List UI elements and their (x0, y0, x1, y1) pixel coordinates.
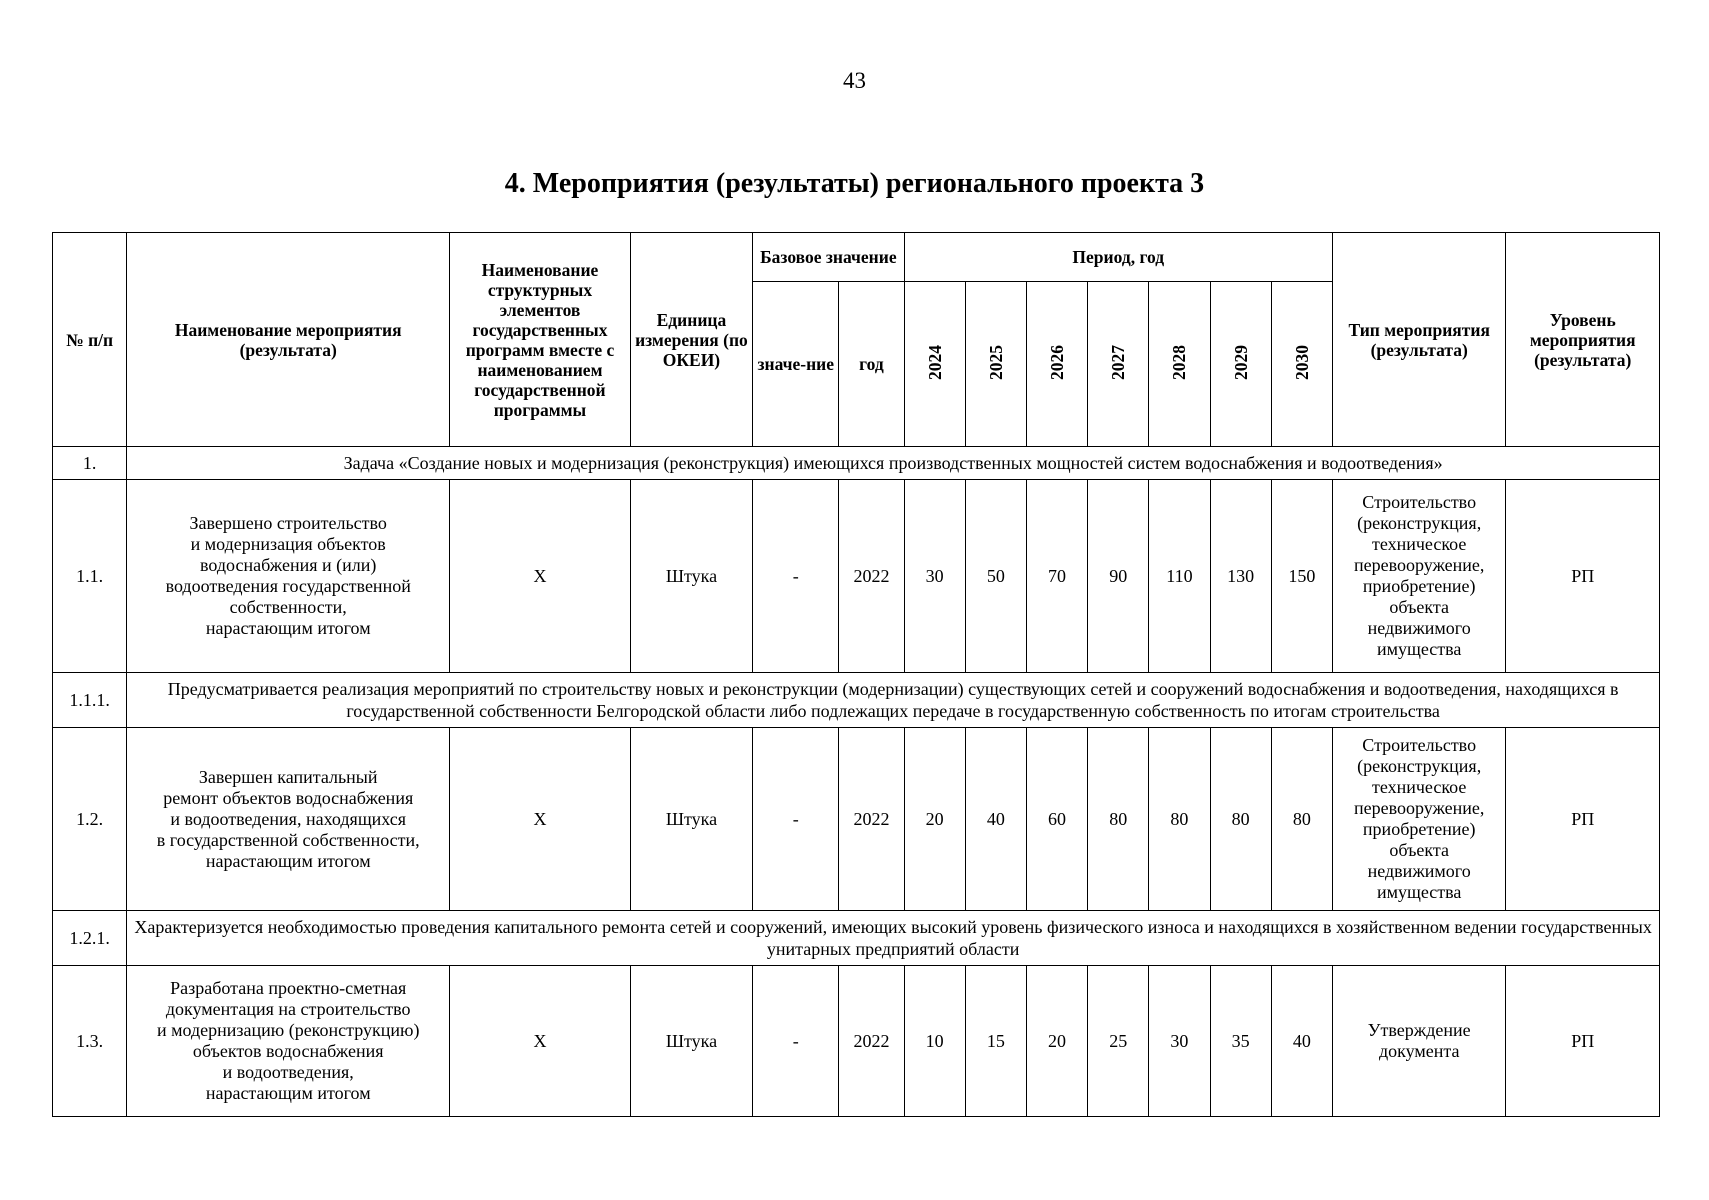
row-year-value: 20 (1026, 966, 1087, 1117)
header-year: 2026 (1026, 282, 1087, 447)
row-base-year: 2022 (839, 966, 904, 1117)
row-year-value: 40 (1271, 966, 1332, 1117)
header-base: Базовое значение (753, 233, 904, 282)
row-name: Завершено строительство и модернизация объектов водоснабжения и (или) водоотведения государственной собственности, нарастающим итогом (127, 480, 450, 673)
row-name: Завершен капитальный ремонт объектов водоснабжения и водоотведения, находящихся в государственной собственности, нарастающим итогом (127, 728, 450, 911)
row-num: 1.3. (53, 966, 127, 1117)
header-struct: Наименование структурных элементов государственных программ вместе с наименованием государственной программы (450, 233, 631, 447)
row-year-value: 80 (1210, 728, 1271, 911)
row-year-value: 30 (904, 480, 965, 673)
row-year-value: 20 (904, 728, 965, 911)
table-header (53, 233, 1660, 447)
header-base-year: год (839, 282, 904, 447)
header-period: Период, год (904, 233, 1332, 282)
row-year-value: 80 (1271, 728, 1332, 911)
note-num: 1.1.1. (53, 673, 127, 728)
row-year-value: 90 (1088, 480, 1149, 673)
row-unit: Штука (630, 480, 752, 673)
row-level: РП (1506, 966, 1660, 1117)
row-level: РП (1506, 480, 1660, 673)
row-unit: Штука (630, 966, 752, 1117)
task-row (53, 447, 1660, 480)
note-text: Предусматривается реализация мероприятий по строительству новых и реконструкции (модернизации) существующих сетей и сооружений водоснабжения и водоотведения, находящихся в государственной собственности Белгородской области либо подлежащих передаче в государственную собственность по итогам строительства (127, 673, 1660, 728)
note-row (53, 673, 1660, 728)
row-year-value: 60 (1026, 728, 1087, 911)
page-number: 43 (843, 68, 866, 93)
row-type: Строительство (реконструкция, техническое перевооружение, приобретение) объекта недвижимого имущества (1332, 728, 1506, 911)
row-base-value: - (753, 966, 839, 1117)
row-unit: Штука (630, 728, 752, 911)
row-year-value: 150 (1271, 480, 1332, 673)
row-base-year: 2022 (839, 728, 904, 911)
row-year-value: 50 (965, 480, 1026, 673)
row-type: Утверждение документа (1332, 966, 1506, 1117)
header-name: Наименование мероприятия (результата) (127, 233, 450, 447)
header-year: 2024 (904, 282, 965, 447)
row-base-value: - (753, 728, 839, 911)
row-year-value: 25 (1088, 966, 1149, 1117)
row-year-value: 80 (1149, 728, 1210, 911)
header-year: 2027 (1088, 282, 1149, 447)
note-num: 1.2.1. (53, 911, 127, 966)
page-title: 4. Мероприятия (результаты) регионального проекта 3 (504, 168, 1205, 199)
note-text: Характеризуется необходимостью проведения капитального ремонта сетей и сооружений, имеющих высокий уровень физического износа и находящихся в хозяйственном ведении государственных унитарных предприятий области (127, 911, 1660, 966)
results-table (52, 232, 1660, 1117)
row-year-value: 15 (965, 966, 1026, 1117)
note-row (53, 911, 1660, 966)
row-year-value: 130 (1210, 480, 1271, 673)
row-year-value: 30 (1149, 966, 1210, 1117)
table-row (53, 728, 1660, 911)
header-year: 2029 (1210, 282, 1271, 447)
row-level: РП (1506, 728, 1660, 911)
table-row (53, 480, 1660, 673)
row-num: 1.1. (53, 480, 127, 673)
table-row (53, 966, 1660, 1117)
row-name: Разработана проектно-сметная документация на строительство и модернизацию (реконструкцию) объектов водоснабжения и водоотведения, нарастающим итогом (127, 966, 450, 1117)
row-base-year: 2022 (839, 480, 904, 673)
row-year-value: 110 (1149, 480, 1210, 673)
row-year-value: 70 (1026, 480, 1087, 673)
task-text: Задача «Создание новых и модернизация (реконструкция) имеющихся производственных мощностей систем водоснабжения и водоотведения» (127, 447, 1660, 480)
header-year: 2025 (965, 282, 1026, 447)
row-struct: Х (450, 728, 631, 911)
row-type: Строительство (реконструкция, техническое перевооружение, приобретение) объекта недвижимого имущества (1332, 480, 1506, 673)
row-year-value: 35 (1210, 966, 1271, 1117)
header-type: Тип мероприятия (результата) (1332, 233, 1506, 447)
row-num: 1.2. (53, 728, 127, 911)
header-year: 2030 (1271, 282, 1332, 447)
row-year-value: 80 (1088, 728, 1149, 911)
row-year-value: 10 (904, 966, 965, 1117)
header-year: 2028 (1149, 282, 1210, 447)
header-base-value: значе-ние (753, 282, 839, 447)
row-base-value: - (753, 480, 839, 673)
header-unit: Единица измерения (по ОКЕИ) (630, 233, 752, 447)
header-num: № п/п (53, 233, 127, 447)
header-level: Уровень мероприятия (результата) (1506, 233, 1660, 447)
row-year-value: 40 (965, 728, 1026, 911)
task-num: 1. (53, 447, 127, 480)
row-struct: Х (450, 480, 631, 673)
row-struct: Х (450, 966, 631, 1117)
